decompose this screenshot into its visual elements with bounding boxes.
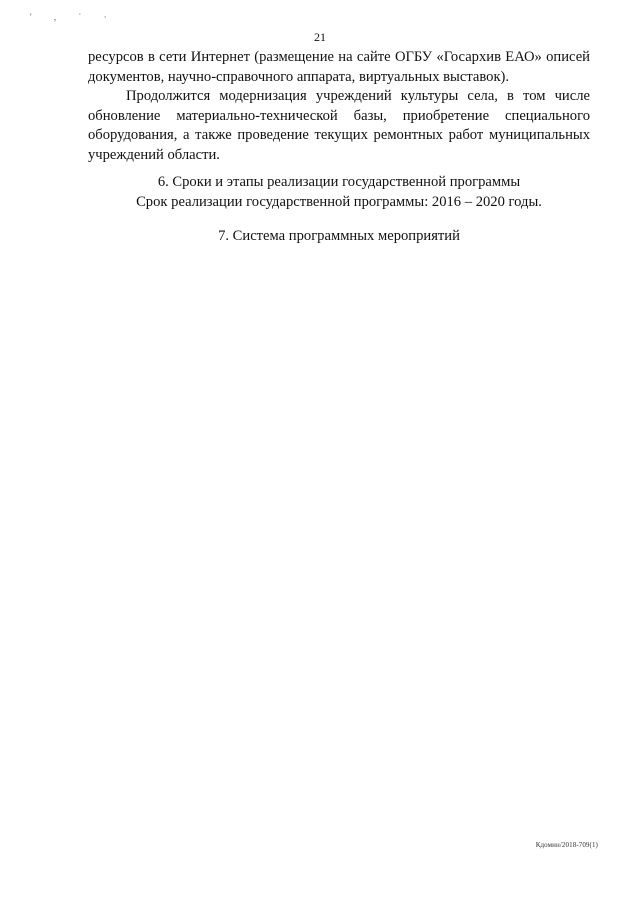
page-number: 21 <box>314 30 326 44</box>
section-6-heading: 6. Сроки и этапы реализации государственной программы <box>157 174 521 190</box>
section-7-heading: 7. Система программных мероприятий <box>218 228 460 244</box>
scan-specks: ' , ˙ · <box>30 12 117 22</box>
body-text <box>88 48 590 165</box>
section-7 <box>88 227 590 247</box>
paragraph-continuation: ресурсов в сети Интернет (размещение на сайте ОГБУ «Госархив ЕАО» описей документов, научно-справочного аппарата, виртуальных выставок). <box>88 49 590 85</box>
paragraph-modernization: Продолжится модернизация учреждений культуры села, в том числе обновление материально-технической базы, приобретение специального оборудования, а также проведение текущих ремонтных работ муниципальных учреждений области. <box>88 88 590 163</box>
section-6 <box>88 173 590 212</box>
document-code: Кдомин/2018-709(1) <box>535 841 598 849</box>
section-6-text: Срок реализации государственной программы: 2016 – 2020 годы. <box>136 193 542 210</box>
